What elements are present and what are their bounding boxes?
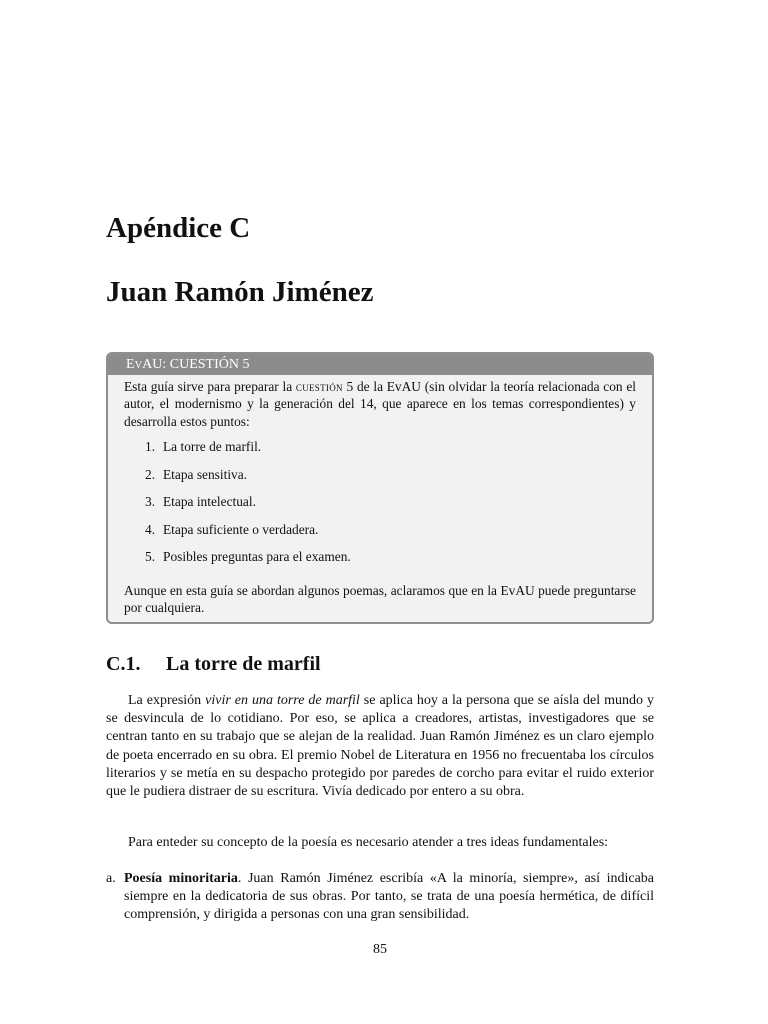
list-item-text: Etapa suficiente o verdadera.	[163, 521, 319, 537]
list-item	[145, 521, 636, 549]
paragraph-1	[106, 692, 654, 801]
box-body	[108, 375, 652, 617]
box-closing: Aunque en esta guía se abordan algunos poemas, aclaramos que en la EvAU puede preguntarse por cualquiera.	[124, 582, 636, 616]
list-item-number: 2.	[145, 466, 156, 482]
list-item-number: 3.	[145, 494, 156, 510]
box-header-small: V	[134, 360, 143, 371]
list-item	[145, 466, 636, 494]
page-number: 85	[373, 942, 387, 957]
list-item-text: Etapa sensitiva.	[163, 466, 248, 482]
paragraph-1-after: se aplica hoy a la persona que se aísla del mundo y se desvincula de lo cotidiano. Por eso, se aplica a creadores, artistas, investigadores que se centran tanto en su trabajo que se alejan de la realidad. Juan Ramón Jiménez es un claro ejemplo de poeta encerrado en su obra. El premio Nobel de Literatura en 1956 no frecuentaba los círculos literarios y se metía en su despacho protegido por paredes de corcho para evitar el ruido exterior que le pudiera distraer de su escritura. Vivía dedicado por entero a su obra.	[106, 693, 654, 800]
evau-question-box	[106, 352, 654, 624]
section-number: C.1.	[106, 653, 141, 675]
list-item-number: 4.	[145, 521, 156, 537]
list-item-number: 1.	[145, 439, 156, 455]
box-header-rest: AU: CUESTIÓN 5	[142, 357, 250, 372]
list-item-text: Etapa intelectual.	[163, 494, 256, 510]
paragraph-1-italic: vivir en una torre de marfil	[205, 693, 360, 708]
item-a	[106, 870, 654, 925]
list-item	[145, 548, 636, 576]
box-intro-smallcaps: cuestión	[295, 379, 343, 394]
list-item-text: La torre de marfil.	[163, 439, 262, 455]
chapter-title: Juan Ramón Jiménez	[106, 276, 374, 308]
box-intro-before: Esta guía sirve para preparar la	[124, 379, 296, 394]
box-intro	[124, 378, 636, 430]
chapter-label: Apéndice C	[106, 212, 251, 244]
item-a-marker: a.	[106, 871, 116, 886]
list-item-number: 5.	[145, 549, 156, 565]
section-title	[106, 650, 321, 678]
paragraph-2: Para enteder su concepto de la poesía es necesario atender a tres ideas fundamentales:	[128, 835, 609, 850]
list-item-text: Posibles preguntas para el examen.	[163, 549, 351, 565]
item-a-body: . Juan Ramón Jiménez escribía «A la minoría, siempre», así indicaba siempre en la dedicatoria de sus obras. Por tanto, se trata de una poesía hermética, de difícil comprensión, y dirigida a personas con una gran sensibilidad.	[124, 871, 655, 923]
paragraph-1-before: La expresión	[128, 693, 206, 708]
item-a-bold: Poesía minoritaria	[124, 871, 238, 886]
list-item	[145, 493, 636, 521]
box-list	[124, 438, 636, 576]
section-title-text: La torre de marfil	[166, 653, 321, 675]
box-header	[108, 354, 652, 375]
item-a-text	[124, 870, 654, 925]
box-header-first: E	[126, 357, 135, 372]
list-item	[145, 438, 636, 466]
box-intro-after: 5 de la EvAU (sin olvidar la teoría relacionada con el autor, el modernismo y la generación del 14, que aparece en los temas correspondientes) y desarrolla estos puntos:	[124, 379, 637, 429]
